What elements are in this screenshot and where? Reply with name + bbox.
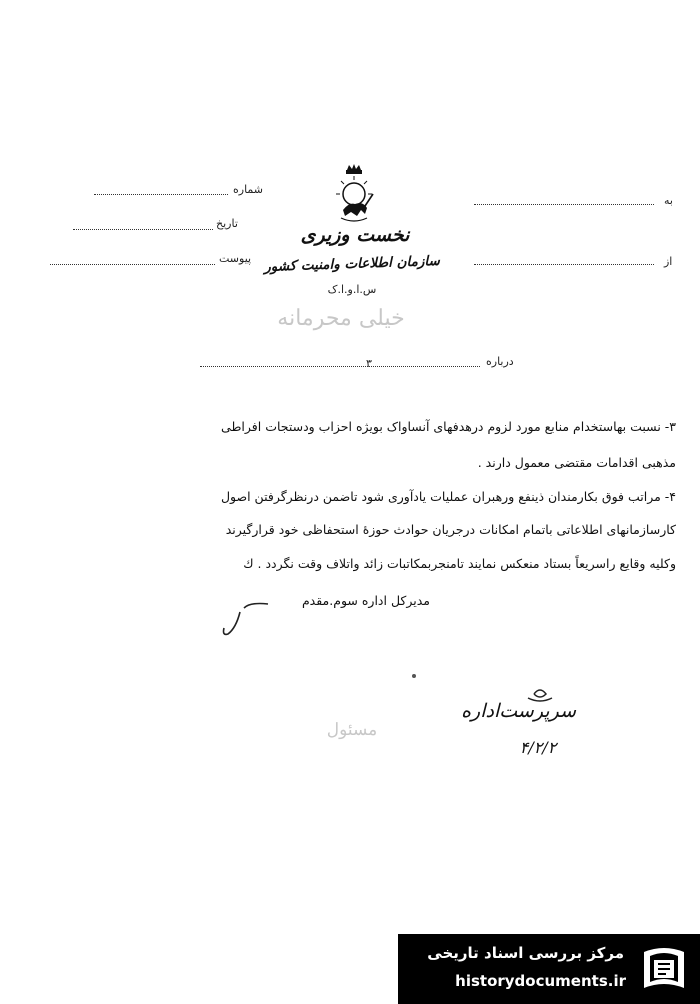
footer-url: historydocuments.ir (455, 972, 626, 990)
to-label: به (664, 194, 673, 207)
date-line (73, 229, 213, 230)
reference-code: س.ا.و.ا.ک (327, 283, 377, 296)
subject-line (200, 366, 480, 367)
signature-line: مدیرکل اداره سوم.مقدم (301, 593, 430, 608)
body-line-2: مذهبی اقدامات مقتضی معمول دارند . (477, 455, 676, 470)
body-line-4: کارسازمانهای اطلاعاتی باتمام امکانات درجریان حوادث حوزهٔ استحفاظی خود قرارگیرند (225, 522, 676, 537)
body-line-5: وکلیه وقایع راسریعاً بستاد منعکس نمایند تامنجربمکاتبات زائد واتلاف وقت نگردد . ك (243, 556, 676, 571)
to-line (474, 204, 654, 205)
handwritten-note: سرپرست‌اداره (461, 700, 576, 722)
subject-label: درباره (486, 355, 514, 368)
classification-stamp: خیلی محرمانه (277, 306, 405, 331)
body-line-1: ۳- نسبت بهاستخدام منابع مورد لزوم درهدفهای آنساواک بویژه احزاب ودستجات افراطی (221, 419, 676, 434)
handwritten-date: ۴/۲/۲ (519, 738, 557, 757)
lion-and-sun-emblem-icon (331, 164, 377, 224)
attachment-line (50, 264, 215, 265)
from-line (474, 264, 654, 265)
number-label: شماره (233, 183, 264, 196)
signature-scribble-icon (200, 598, 280, 638)
book-scroll-logo-icon (638, 942, 690, 996)
body-line-3: ۴- مراتب فوق بکارمندان ذینفع ورهبران عملیات یادآوری شود تاضمن درنظرگرفتن اصول (220, 489, 676, 504)
date-label: تاریخ (216, 217, 238, 230)
footer-watermark (398, 934, 700, 1004)
faded-stamp: مسئول (326, 720, 378, 740)
ink-dot (412, 674, 416, 678)
subject-number: ۳ (366, 357, 372, 370)
handwritten-mark-icon (520, 684, 560, 704)
organization-name: سازمان اطلاعات وامنیت کشور (263, 252, 441, 276)
number-line (94, 194, 228, 195)
office-title: نخست وزیری (300, 224, 410, 246)
from-label: از (664, 255, 673, 268)
footer-brand: مرکز بررسی اسناد تاریخی (427, 944, 624, 962)
attachment-label: پیوست (219, 252, 252, 265)
